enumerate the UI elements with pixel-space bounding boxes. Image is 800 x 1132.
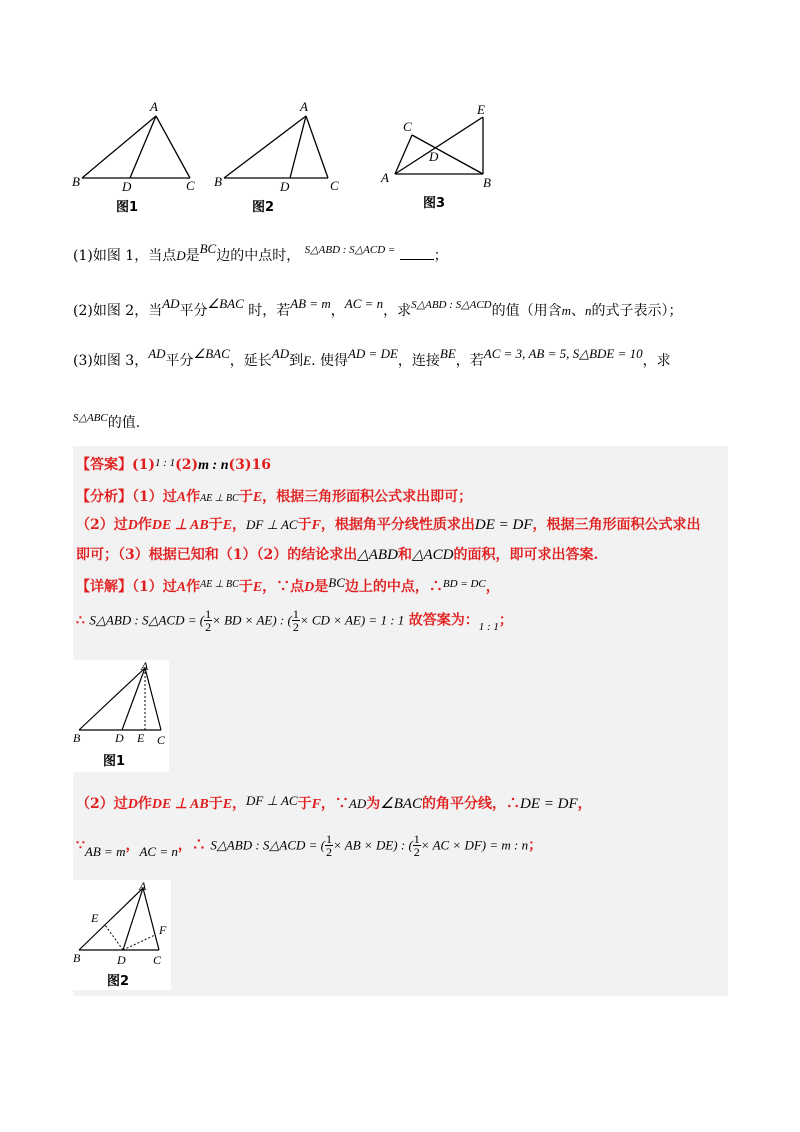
- figure-2: [208, 98, 348, 218]
- detail-fig2-label-e: E: [91, 911, 99, 925]
- detail-figure-2-diagram: [73, 880, 171, 966]
- detail-fig1-label-e: E: [137, 731, 145, 744]
- fraction-half: $\frac{1}{2}$: [292, 607, 299, 634]
- fraction-half: $\frac{1}{2}$: [413, 832, 420, 859]
- analysis-line-2: （2）过D作DE ⊥ AB于E，DF ⊥ AC于F，根据角平分线性质求出DE = DF，根据三角形面积公式求出: [76, 517, 701, 533]
- fig2-label-d: D: [280, 179, 290, 193]
- detail-figure-1-diagram: [73, 660, 169, 744]
- fig3-label-e: E: [477, 102, 485, 117]
- fig3-label-b: B: [483, 175, 491, 190]
- fraction-half: $\frac{1}{2}$: [205, 607, 212, 634]
- fig3-label-c: C: [403, 119, 412, 134]
- detail-fig2-label-d: D: [117, 953, 126, 966]
- answer-blank[interactable]: [400, 249, 434, 260]
- fig1-label-d: D: [122, 179, 132, 193]
- fig1-label-b: B: [72, 174, 80, 189]
- figure-3-caption: 图3: [423, 196, 446, 211]
- detail-figure-2: [73, 880, 171, 990]
- detail-fig2-label-b: B: [73, 951, 81, 965]
- fig1-label-c: C: [186, 178, 195, 193]
- fig3-label-a: A: [381, 170, 389, 185]
- figure-3-diagram: [375, 100, 505, 190]
- fig2-label-a: A: [300, 99, 308, 114]
- question-3-line-2: $^{S\triangle ABC}$的值.: [73, 412, 141, 431]
- detail-figure-2-caption: 图2: [107, 974, 130, 989]
- fraction-half: $\frac{1}{2}$: [326, 832, 333, 859]
- detail-figure-1: [73, 660, 169, 772]
- question-2: (2)如图 2，当AD平分∠BAC 时，若AB = m，AC = n，求$^{S\triangle ABD : S\triangle ACD}$的值（用含m、n的式子表示）；: [73, 296, 683, 319]
- detail-fig2-label-a: A: [139, 880, 147, 893]
- detail-fig2-label-f: F: [159, 923, 167, 937]
- detail-line-3: （2）过D作DE ⊥ AB于E，DF ⊥ AC于F，∵AD为∠BAC的角平分线，∴DE = DF，: [76, 793, 592, 812]
- figure-3: [375, 100, 505, 210]
- detail-fig1-label-c: C: [157, 733, 166, 744]
- figure-1: [68, 98, 208, 218]
- analysis-line-3: 即可；（3）根据已知和（1）（2）的结论求出△ABD和△ACD的面积，即可求出答案.: [76, 547, 599, 563]
- figure-2-caption: 图2: [252, 200, 275, 215]
- detail-line-2: ∴ S△ABD : S△ACD = ( $\frac{1}{2}$ × BD × AE) : ( $\frac{1}{2}$ × CD × AE) = 1 : 1 故答案为：$_{1 : 1}$；: [76, 607, 513, 634]
- figure-2-diagram: [208, 98, 348, 193]
- answer-line: 【答案】$(1)^{1 : 1}(2)m$ : n(3)16: [76, 457, 271, 473]
- question-3: (3)如图 3，AD平分∠BAC，延长AD到E. 使得AD = DE，连接BE，若AC = 3, AB = 5, S△BDE = 10，求: [73, 346, 671, 369]
- detail-fig2-label-c: C: [153, 953, 162, 966]
- detail-line-1: 【详解】（1）过A作$^{AE \perp BC}$于E，∵点D是BC边上的中点，∴$^{BD = DC}$，: [76, 575, 500, 595]
- detail-fig1-label-d: D: [115, 731, 124, 744]
- fig2-label-b: B: [214, 174, 222, 189]
- fig3-label-d: D: [429, 149, 439, 164]
- detail-fig1-label-b: B: [73, 731, 81, 744]
- detail-line-4: ∵AB = m，AC = n，∴ S△ABD : S△ACD = ( $\frac{1}{2}$ × AB × DE) : ( $\frac{1}{2}$ × AC × DF) = m : n；: [76, 832, 543, 859]
- analysis-line-1: 【分析】（1）过A作AE ⊥ BC于E，根据三角形面积公式求出即可；: [76, 489, 473, 505]
- figure-1-diagram: [68, 98, 208, 193]
- fig2-label-c: C: [330, 178, 339, 193]
- fig1-label-a: A: [150, 99, 158, 114]
- figure-1-caption: 图1: [116, 200, 139, 215]
- question-1: (1)如图 1，当点D是BC边的中点时， $^{S\triangle ABD : S\triangle ACD =}$ ；: [73, 241, 448, 264]
- detail-fig1-label-a: A: [141, 660, 149, 673]
- detail-figure-1-caption: 图1: [103, 754, 126, 769]
